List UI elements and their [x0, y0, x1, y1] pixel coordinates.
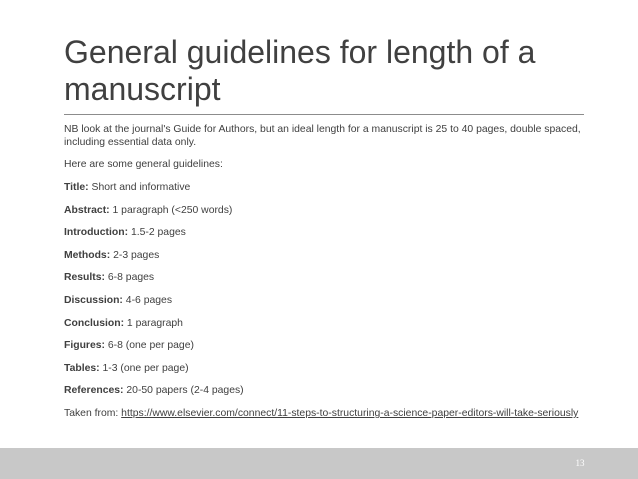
guideline-label: Tables:: [64, 362, 100, 374]
guideline-introduction: [64, 226, 600, 249]
guideline-label: Abstract:: [64, 204, 110, 216]
guideline-value: 6-8 (one per page): [105, 340, 194, 352]
slide-title: General guidelines for length of a manuscript: [64, 34, 536, 107]
guideline-value: 20-50 papers (2-4 pages): [123, 385, 244, 397]
guideline-value: 1 paragraph: [124, 317, 183, 329]
footer-bar: [0, 448, 638, 479]
guideline-label: Introduction:: [64, 227, 129, 239]
guideline-value: 1.5-2 pages: [128, 227, 186, 239]
guideline-title: [64, 181, 600, 204]
guideline-value: 6-8 pages: [105, 272, 155, 284]
source-link[interactable]: https://www.elsevier.com/connect/11-steps-to-structuring-a-science-paper-editors-will-take-seriously: [121, 407, 579, 419]
guideline-label: Results:: [64, 272, 105, 284]
guideline-value: 2-3 pages: [110, 249, 160, 261]
guideline-discussion: [64, 294, 600, 317]
intro-note: NB look at the journal's Guide for Authors, but an ideal length for a manuscript is 25 to 40 pages, double spaced, including essential data only.: [64, 124, 581, 148]
guideline-value: 1 paragraph (<250 words): [109, 204, 233, 216]
guideline-label: Figures:: [64, 340, 105, 352]
slide-body: [64, 123, 600, 420]
guideline-label: Discussion:: [64, 294, 123, 306]
source-citation: [64, 407, 600, 420]
page-number: 13: [575, 458, 585, 468]
guideline-methods: [64, 249, 600, 272]
guideline-label: References:: [64, 385, 124, 397]
guideline-label: Methods:: [64, 249, 111, 261]
guideline-label: Conclusion:: [64, 317, 125, 329]
guideline-abstract: [64, 204, 600, 227]
title-divider: [64, 114, 584, 115]
guideline-label: Title:: [64, 182, 89, 193]
guideline-conclusion: [64, 317, 600, 340]
guideline-value: 4-6 pages: [122, 294, 173, 306]
guideline-figures: [64, 339, 600, 362]
guideline-tables: [64, 362, 600, 385]
guideline-value: Short and informative: [88, 182, 191, 193]
guideline-references: [64, 384, 600, 407]
guideline-value: 1-3 (one per page): [99, 362, 189, 374]
source-prefix: Taken from:: [64, 407, 122, 419]
guidelines-lead: Here are some general guidelines:: [64, 159, 223, 170]
guideline-results: [64, 271, 600, 294]
